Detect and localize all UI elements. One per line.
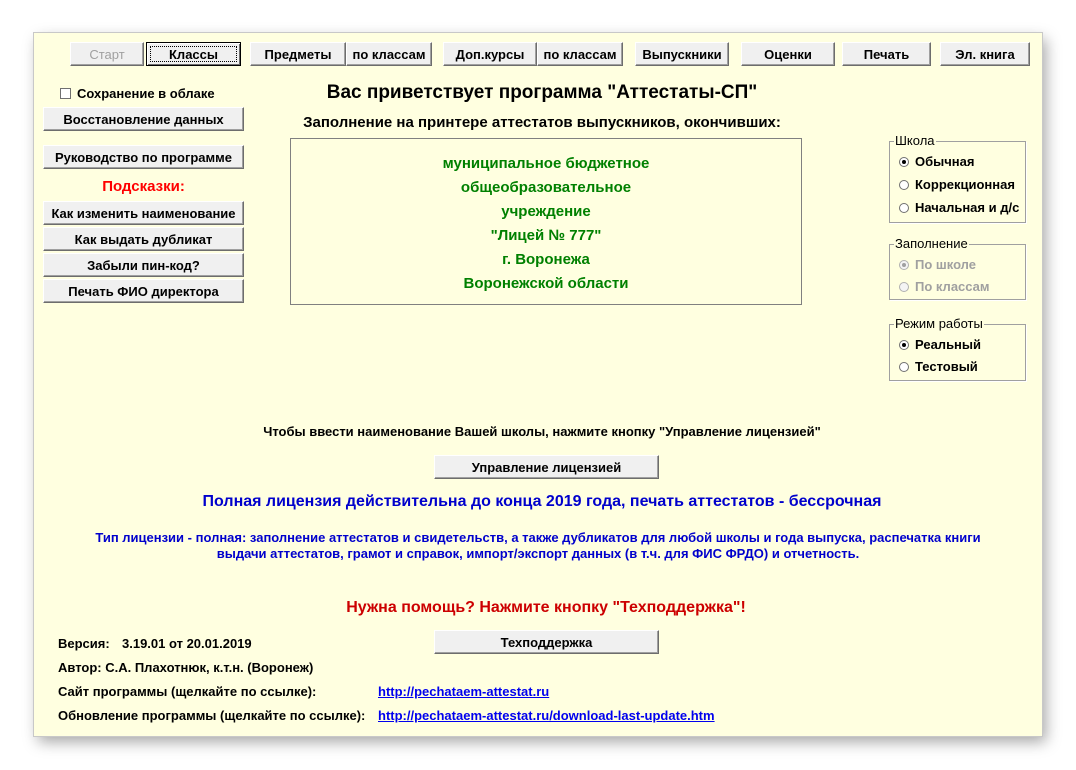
hints-title: Подсказки: — [102, 178, 185, 195]
radio-indicator[interactable] — [899, 260, 909, 270]
hint-rename-button[interactable]: Как изменить наименование — [43, 201, 244, 225]
subjects-by-class-button[interactable]: по классам — [346, 42, 432, 66]
radio-label: Тестовый — [915, 359, 978, 374]
update-label: Обновление программы (щелкайте по ссылке): — [58, 708, 366, 723]
hint-duplicate-button[interactable]: Как выдать дубликат — [43, 227, 244, 251]
welcome-title: Вас приветствует программа "Аттестаты-СП" — [326, 82, 758, 103]
work-mode-group — [889, 316, 1026, 381]
radio-mode-test[interactable] — [899, 359, 978, 374]
checkbox-box[interactable] — [60, 88, 71, 99]
license-type-line1: Тип лицензии - полная: заполнение аттестатов и свидетельств, а также дубликатов для любой школы и года выпуска, распечатка книги — [95, 530, 981, 545]
grades-button[interactable]: Оценки — [741, 42, 835, 66]
fill-mode-group — [889, 236, 1026, 300]
subjects-button[interactable]: Предметы — [250, 42, 346, 66]
school-name-box — [290, 138, 802, 305]
radio-school-regular[interactable] — [899, 154, 974, 169]
fill-mode-title: Заполнение — [895, 236, 968, 251]
subtitle: Заполнение на принтере аттестатов выпускников, окончивших: — [303, 114, 781, 131]
radio-indicator[interactable] — [899, 282, 909, 292]
radio-indicator[interactable] — [899, 157, 909, 167]
manual-button[interactable]: Руководство по программе — [43, 145, 244, 169]
school-line: г. Воронежа — [502, 251, 590, 268]
site-link[interactable]: http://pechataem-attestat.ru — [378, 684, 550, 699]
school-line: учреждение — [501, 203, 591, 220]
radio-school-primary[interactable] — [899, 200, 1019, 215]
cloud-save-label: Сохранение в облаке — [77, 86, 215, 101]
author-text: Автор: С.А. Плахотнюк, к.т.н. (Воронеж) — [58, 660, 314, 675]
radio-indicator[interactable] — [899, 340, 909, 350]
main-window — [34, 33, 1042, 736]
site-label: Сайт программы (щелкайте по ссылке): — [58, 684, 317, 699]
graduates-button[interactable]: Выпускники — [635, 42, 729, 66]
radio-label: По школе — [915, 257, 977, 272]
license-status: Полная лицензия действительна до конца 2019 года, печать аттестатов - бессрочная — [202, 493, 882, 510]
radio-label: Начальная и д/с — [915, 200, 1020, 215]
radio-indicator[interactable] — [899, 203, 909, 213]
cloud-save-checkbox[interactable] — [60, 86, 215, 101]
hint-director-button[interactable]: Печать ФИО директора — [43, 279, 244, 303]
radio-school-correctional[interactable] — [899, 177, 1015, 192]
school-line: "Лицей № 777" — [490, 227, 602, 244]
radio-indicator[interactable] — [899, 180, 909, 190]
restore-data-button[interactable]: Восстановление данных — [43, 107, 244, 131]
radio-label: По классам — [915, 279, 990, 294]
radio-fill-by-school[interactable] — [899, 257, 976, 272]
radio-label: Коррекционная — [915, 177, 1015, 192]
license-management-button[interactable]: Управление лицензией — [434, 455, 659, 479]
radio-label: Обычная — [915, 154, 975, 169]
school-type-group — [889, 133, 1026, 223]
radio-indicator[interactable] — [899, 362, 909, 372]
school-line: Воронежской области — [463, 275, 629, 292]
classes-button[interactable]: Классы — [146, 42, 241, 66]
help-text: Нужна помощь? Нажмите кнопку "Техподдержка"! — [346, 599, 746, 616]
start-button[interactable]: Старт — [70, 42, 144, 66]
license-type-line2: выдачи аттестатов, грамот и справок, импорт/экспорт данных (в т.ч. для ФИС ФРДО) и отчетность. — [216, 546, 860, 561]
work-mode-title: Режим работы — [895, 316, 983, 331]
extra-courses-by-class-button[interactable]: по классам — [537, 42, 623, 66]
ebook-button[interactable]: Эл. книга — [940, 42, 1030, 66]
update-link[interactable]: http://pechataem-attestat.ru/download-last-update.htm — [378, 708, 715, 723]
school-type-title: Школа — [895, 133, 935, 148]
license-hint: Чтобы ввести наименование Вашей школы, нажмите кнопку "Управление лицензией" — [263, 424, 821, 439]
school-line: муниципальное бюджетное — [442, 155, 650, 172]
version-value: 3.19.01 от 20.01.2019 — [122, 636, 252, 651]
radio-label: Реальный — [915, 337, 982, 352]
radio-mode-real[interactable] — [899, 337, 981, 352]
hint-pin-button[interactable]: Забыли пин-код? — [43, 253, 244, 277]
extra-courses-button[interactable]: Доп.курсы — [443, 42, 537, 66]
support-button[interactable]: Техподдержка — [434, 630, 659, 654]
school-line: общеобразовательное — [460, 179, 632, 196]
print-button[interactable]: Печать — [842, 42, 931, 66]
radio-fill-by-class[interactable] — [899, 279, 990, 294]
version-label: Версия: — [58, 636, 110, 651]
